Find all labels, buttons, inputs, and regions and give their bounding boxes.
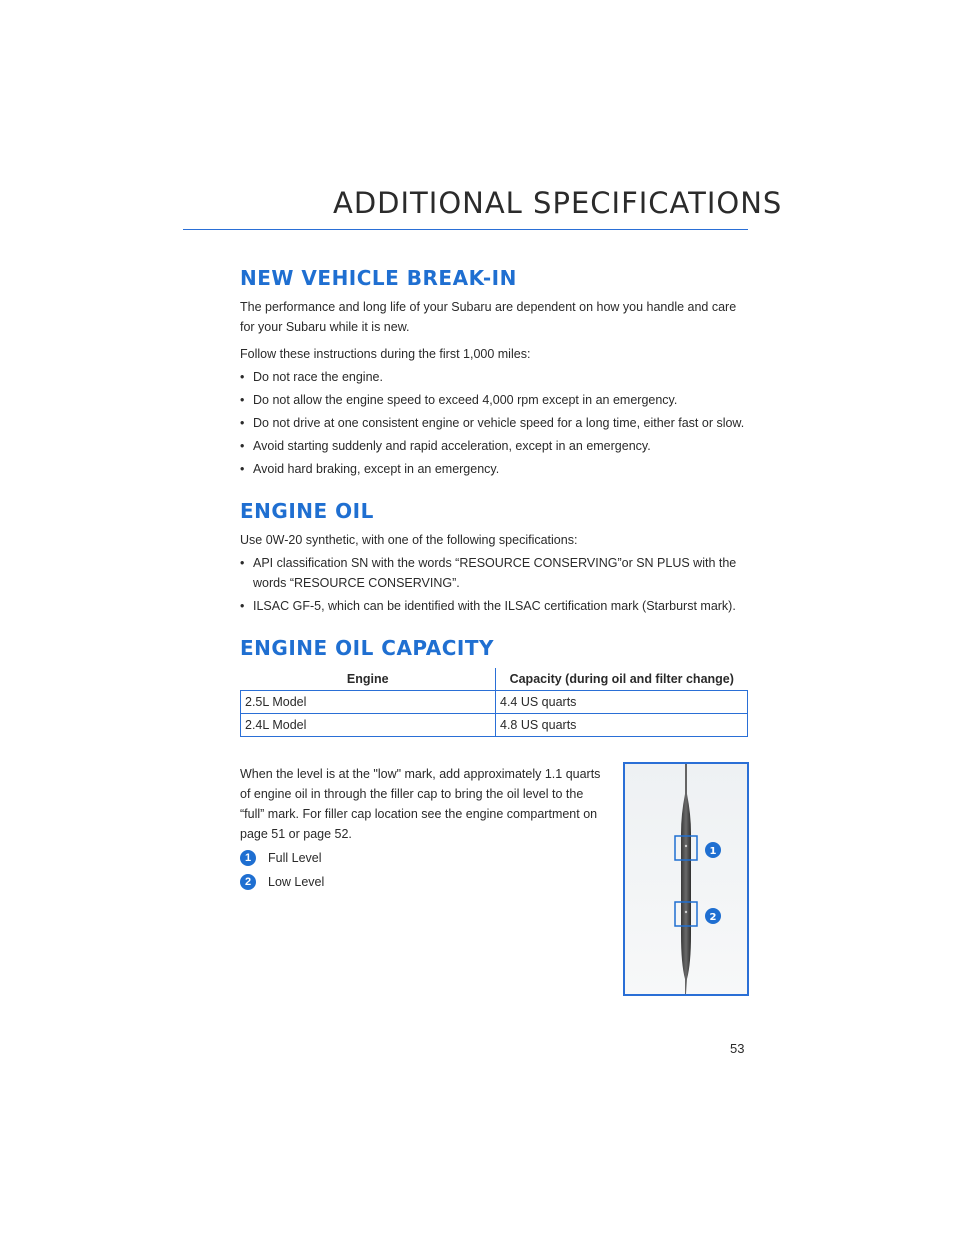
low-mark-dot [685, 911, 687, 913]
list-item: • Do not allow the engine speed to exceed 4,000 rpm except in an emergency. [240, 393, 678, 407]
table-cell: 4.8 US quarts [496, 714, 748, 737]
dipstick-photo [623, 762, 749, 996]
break-in-intro: The performance and long life of your Subaru are dependent on how you handle and care for your Subaru while it is new. [240, 300, 737, 334]
legend-item-full [240, 848, 610, 868]
page-number: 53 [730, 1041, 745, 1056]
callout-2-icon [705, 908, 721, 924]
list-item: • Avoid starting suddenly and rapid acceleration, except in an emergency. [240, 439, 651, 453]
dipstick-section [240, 764, 610, 892]
callout-badge-1: 1 [240, 850, 256, 866]
section-heading-break-in: NEW VEHICLE BREAK-IN [240, 266, 517, 290]
table-row [241, 714, 748, 737]
section-break-in [240, 266, 748, 479]
table-cell: 2.5L Model [241, 691, 496, 714]
legend-item-low [240, 872, 610, 892]
section-heading-capacity: ENGINE OIL CAPACITY [240, 636, 494, 660]
list-item: • Do not race the engine. [240, 370, 383, 384]
engine-oil-intro: Use 0W-20 synthetic, with one of the following specifications: [240, 533, 578, 547]
section-engine-oil [240, 499, 748, 616]
callout-1-icon [705, 842, 721, 858]
list-item: • API classification SN with the words “RESOURCE CONSERVING”or SN PLUS with the words “RESOURCE CONSERVING”. [240, 556, 737, 590]
full-mark-dot [685, 845, 687, 847]
header-rule [183, 229, 748, 230]
table-header-row [241, 668, 748, 691]
page-header-title: ADDITIONAL SPECIFICATIONS [333, 186, 783, 220]
list-item: • ILSAC GF-5, which can be identified with the ILSAC certification mark (Starburst mark). [240, 599, 736, 613]
legend-label: Full Level [268, 851, 322, 865]
callout-1-label: 1 [709, 846, 717, 857]
legend-label: Low Level [268, 875, 325, 889]
main-content [240, 262, 748, 737]
list-item: • Avoid hard braking, except in an emergency. [240, 462, 500, 476]
callout-2-label: 2 [709, 912, 717, 923]
table-row [241, 691, 748, 714]
column-header: Capacity (during oil and filter change) [496, 668, 748, 691]
dipstick-instructions: When the level is at the "low" mark, add approximately 1.1 quarts of engine oil in through the filler cap to bring the oil level to the “full” mark. For filler cap location see the engine compartment on page 51 or page 52. [240, 767, 601, 841]
table-cell: 2.4L Model [241, 714, 496, 737]
break-in-lead: Follow these instructions during the first 1,000 miles: [240, 347, 531, 361]
capacity-table [240, 668, 748, 737]
dipstick-illustration [625, 764, 747, 994]
list-item: • Do not drive at one consistent engine or vehicle speed for a long time, either fast or slow. [240, 416, 745, 430]
column-header: Engine [241, 668, 496, 691]
table-cell: 4.4 US quarts [496, 691, 748, 714]
break-in-list [240, 367, 748, 479]
callout-badge-2: 2 [240, 874, 256, 890]
section-heading-engine-oil: ENGINE OIL [240, 499, 374, 523]
engine-oil-list [240, 553, 748, 616]
section-engine-oil-capacity [240, 636, 748, 737]
